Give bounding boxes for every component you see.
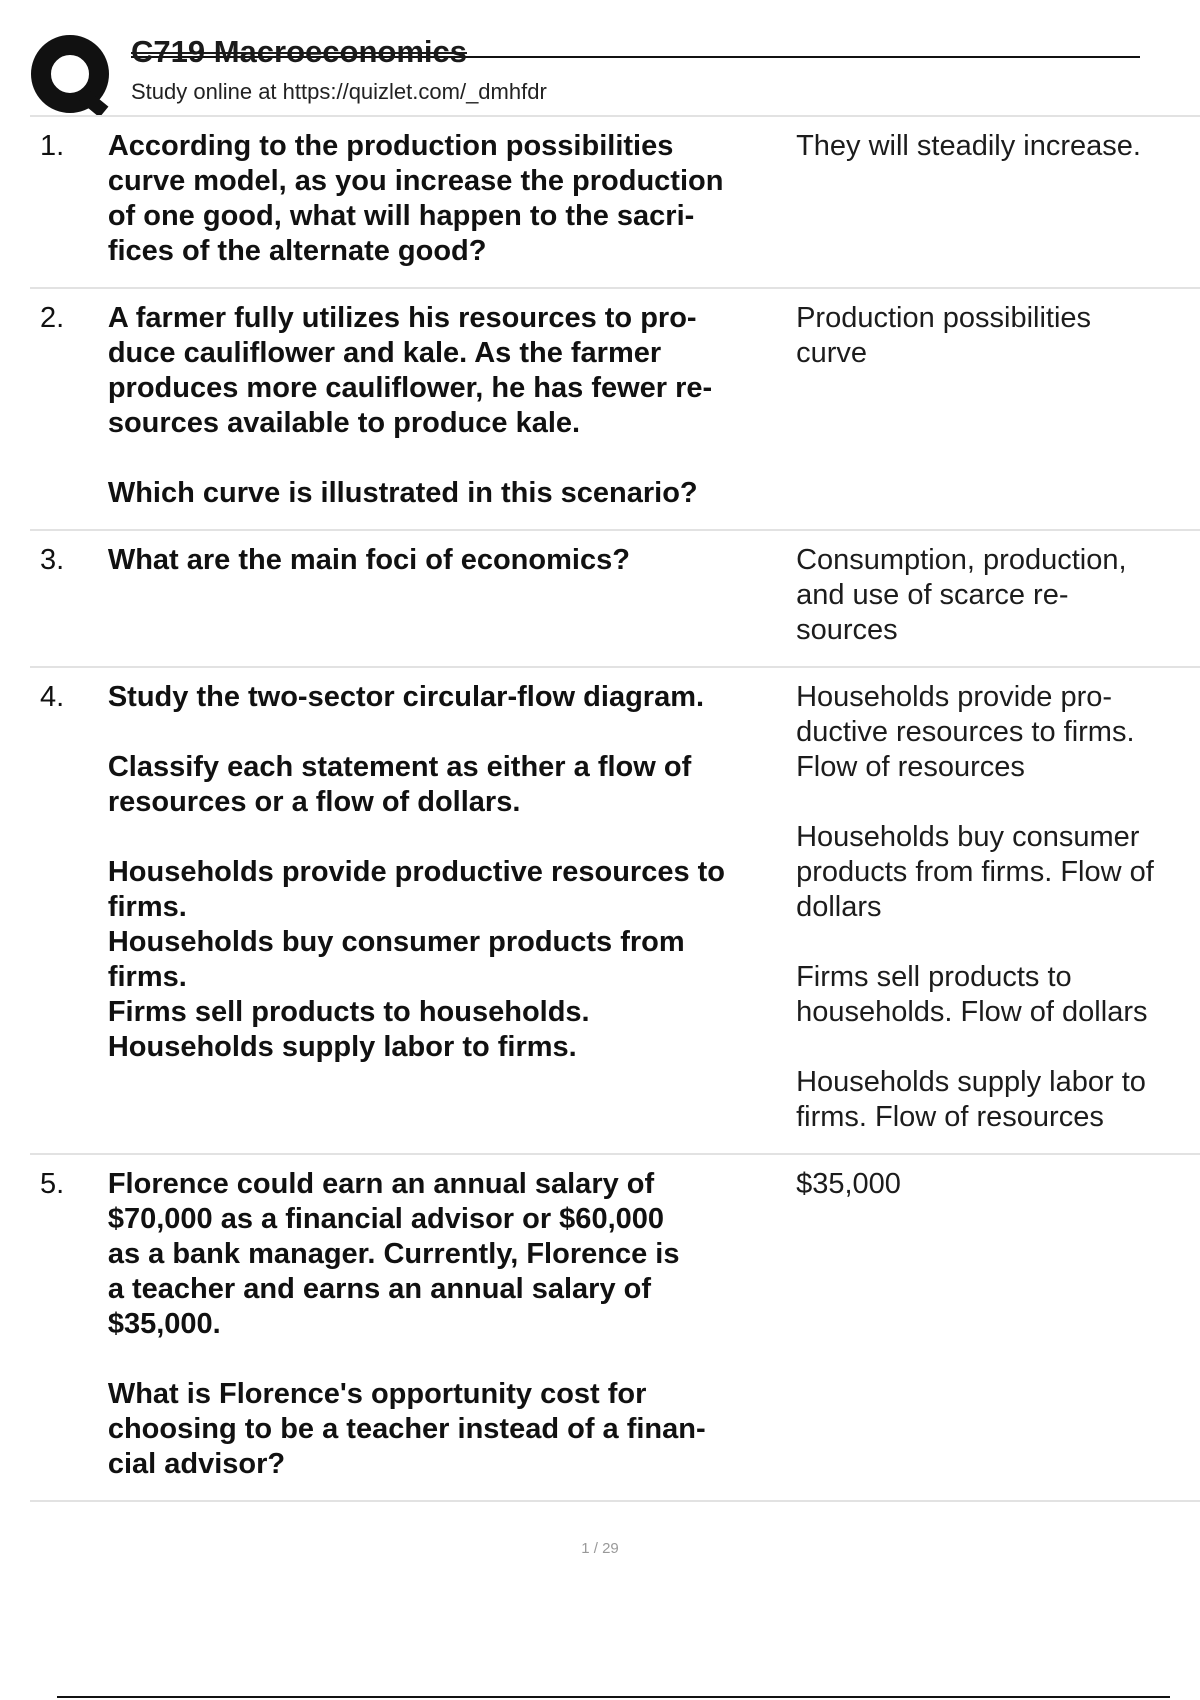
study-online-link[interactable]: Study online at https://quizlet.com/_dmhfdr (131, 79, 547, 104)
flashcard-row (30, 666, 1200, 1153)
card-term: What are the main foci of economics? (107, 544, 630, 576)
flashcard-row (30, 1153, 1200, 1502)
card-definition: Consumption, production, and use of scarce re- sources (796, 544, 1127, 646)
card-definition: Households provide pro- ductive resources to firms. Flow of resources Households buy consumer products from firms. Flow of dollars Firms sell products to households. Flow of dollars Households supply labor to firms. Flow of resources (796, 681, 1154, 1133)
card-term: Study the two-sector circular-flow diagram. Classify each statement as either a flow of resources or a flow of dollars. Households provide productive resources to firms. Households buy consumer products from firms. Firms sell products to households. Households supply labor to firms. (107, 681, 726, 1063)
card-number: 3. (40, 544, 65, 576)
flashcard-row (30, 287, 1200, 529)
card-definition: They will steadily increase. (796, 130, 1141, 162)
card-term: According to the production possibilities curve model, as you increase the production of one good, what will happen to the sacri- fices of the alternate good? (107, 130, 724, 267)
document-header (30, 30, 1140, 115)
flashcard-row (30, 115, 1200, 287)
card-number: 2. (40, 302, 65, 334)
quizlet-q-icon (30, 34, 112, 116)
page-bottom-rule (57, 1696, 1170, 1698)
flashcard-list (30, 115, 1200, 1502)
card-number: 4. (40, 681, 65, 713)
card-number: 5. (40, 1168, 65, 1200)
card-number: 1. (40, 130, 65, 162)
card-term: A farmer fully utilizes his resources to pro- duce cauliflower and kale. As the farmer produces more cauliflower, he has fewer re- sources available to produce kale. Which curve is illustrated in this scenario? (107, 302, 713, 509)
page-number: 1 / 29 (581, 1540, 619, 1557)
card-definition: $35,000 (796, 1168, 901, 1200)
page-title: C719 Macroeconomics (131, 34, 467, 69)
card-definition: Production possibilities curve (796, 302, 1092, 369)
card-term: Florence could earn an annual salary of $70,000 as a financial advisor or $60,000 as a bank manager. Currently, Florence is a teacher and earns an annual salary of $35,000. What is Florence's opportunity cost for choosing to be a teacher instead of a finan- cial advisor? (107, 1168, 706, 1480)
flashcard-row (30, 529, 1200, 666)
